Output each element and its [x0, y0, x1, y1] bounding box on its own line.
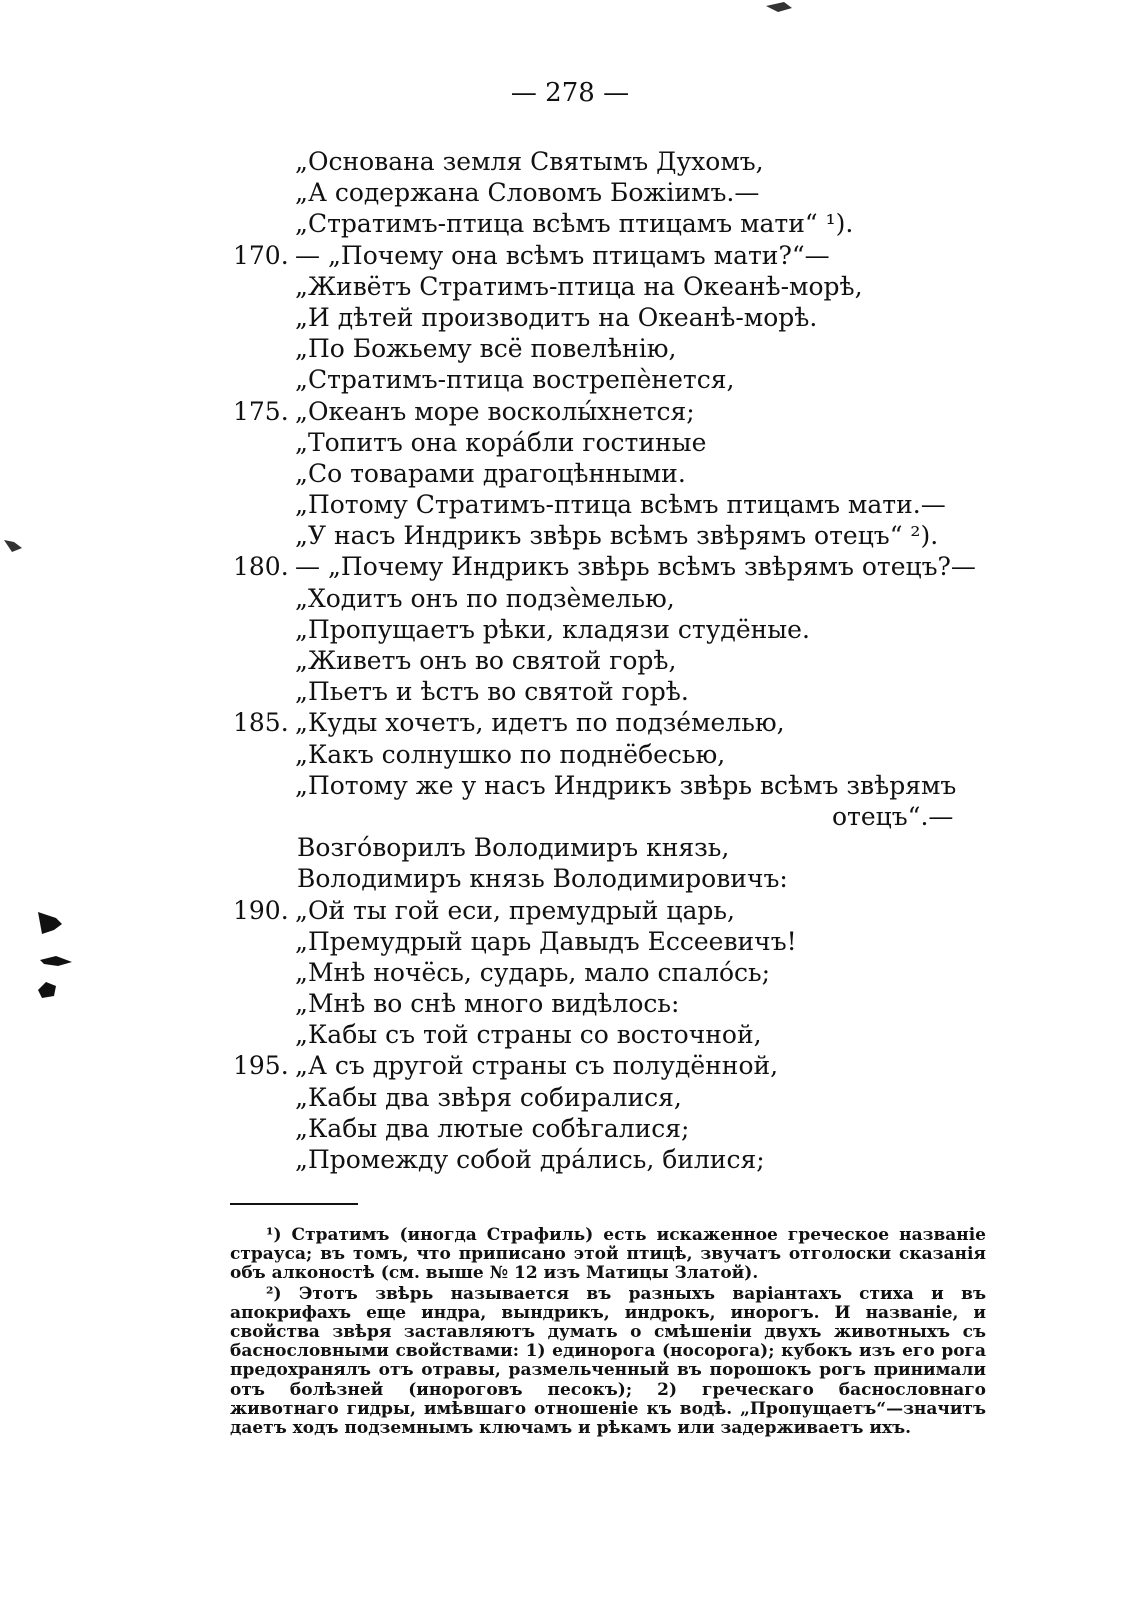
line-text: „А съ другой страны съ полудённой, [295, 1051, 779, 1081]
footnote-2: ²) Этотъ звѣрь называется въ разныхъ варіантахъ стиха и въ апокрифахъ еще индра, вындрикъ, индрокъ, инорогъ. И названіе, и свойства звѣря заставляютъ думать о смѣшеніи двухъ животныхъ съ баснословными свойствами: 1) единорога (носорога); кубокъ изъ его рога предохранялъ отъ отравы, размельченный въ порошокъ рогъ принимали отъ болѣзней (инороговъ песокъ); 2) греческаго баснословнаго животнаго гидры, имѣвшаго отношеніе къ водѣ. „Пропущаетъ“—значитъ даетъ ходъ подземнымъ ключамъ и рѣкамъ или задерживаетъ ихъ. [230, 1283, 986, 1439]
footnotes [230, 1226, 986, 1439]
poem-line [0, 489, 1140, 520]
poem-line [0, 1082, 1140, 1113]
poem-line [0, 926, 1140, 957]
poem-line [0, 427, 1140, 458]
line-text: „Со товарами драгоцѣнными. [295, 458, 686, 488]
poem-line [0, 333, 1140, 364]
line-text: „Кабы два лютые собѣгалися; [295, 1113, 690, 1143]
footnote-1: ¹) Стратимъ (иногда Страфиль) есть искаженное греческое названіе страуса; въ томъ, что приписано этой птицѣ, звучатъ отголоски сказанія объ алконостѣ (см. выше № 12 изъ Матицы Златой). [230, 1225, 986, 1284]
line-text: „Кабы съ той страны со восточной, [295, 1020, 762, 1050]
line-number: 185. [233, 708, 289, 738]
poem-line [0, 614, 1140, 645]
line-text: „Куды хочетъ, идетъ по подзе́мелью, [295, 708, 785, 738]
line-text: „Стратимъ-птица всѣмъ птицамъ мати“ ¹). [295, 209, 854, 239]
footnote-separator [230, 1203, 358, 1205]
poem-line [0, 957, 1140, 988]
poem-line [0, 177, 1140, 208]
line-text: „Ой ты гой еси, премудрый царь, [295, 895, 735, 925]
poem-line [0, 1019, 1140, 1050]
line-text: — „Почему Индрикъ звѣрь всѣмъ звѣрямъ отецъ?— [295, 552, 976, 582]
line-text: „Океанъ море восколы́хнется; [295, 396, 695, 426]
line-text: — „Почему она всѣмъ птицамъ мати?“— [295, 240, 830, 270]
line-text: Возго́ворилъ Володимиръ князь, [297, 833, 730, 863]
line-text: „По Божьему всё повелѣнію, [295, 334, 677, 364]
poem-line [0, 676, 1140, 707]
line-text: „Топитъ она кора́бли гостиные [295, 427, 707, 457]
line-text: „А содержана Словомъ Божіимъ.— [295, 178, 760, 208]
poem-text [0, 146, 1140, 1175]
line-text: „Стратимъ-птица вострепѐнется, [295, 365, 735, 395]
line-text: „Промежду собой дра́лись, билися; [295, 1145, 765, 1174]
poem-line [0, 583, 1140, 614]
poem-line [0, 520, 1140, 551]
poem-line [0, 396, 1140, 427]
poem-line [0, 240, 1140, 271]
page-number: — 278 — [510, 78, 630, 108]
poem-line [0, 458, 1140, 489]
poem-line [0, 1050, 1140, 1081]
line-number: 195. [233, 1051, 289, 1081]
line-text: „Ходитъ онъ по подзѐмелью, [295, 583, 675, 613]
line-text: „Пьетъ и ѣстъ во святой горѣ. [295, 677, 689, 707]
line-text: „Живетъ онъ во святой горѣ, [295, 646, 677, 675]
poem-line [0, 863, 1140, 894]
line-text: „Мнѣ во снѣ много видѣлось: [295, 989, 680, 1019]
line-text: „И дѣтей производитъ на Океанѣ-морѣ. [295, 302, 818, 332]
line-text: „У насъ Индрикъ звѣрь всѣмъ звѣрямъ отецъ“ ²). [295, 521, 939, 551]
poem-line [0, 364, 1140, 395]
poem-line [0, 1113, 1140, 1144]
poem-line [0, 770, 1140, 801]
poem-line [0, 739, 1140, 770]
line-text: „Мнѣ ночёсь, сударь, мало спало́сь; [295, 957, 771, 987]
line-text: „Пропущаетъ рѣки, кладязи студёные. [295, 614, 810, 644]
line-text: Володимиръ князь Володимировичъ: [297, 864, 788, 894]
line-text: отецъ“.— [832, 801, 954, 831]
poem-line [0, 146, 1140, 177]
line-text: „Живётъ Стратимъ-птица на Океанѣ-морѣ, [295, 271, 863, 301]
poem-line [0, 988, 1140, 1019]
poem-line [0, 271, 1140, 302]
line-number: 175. [233, 396, 289, 426]
poem-line [0, 801, 1140, 832]
line-number: 170. [233, 240, 289, 270]
poem-line [0, 832, 1140, 863]
line-text: „Кабы два звѣря собиралися, [295, 1082, 682, 1112]
ink-blot [766, 2, 792, 12]
line-number: 180. [233, 552, 289, 582]
poem-line [0, 1144, 1140, 1175]
poem-line [0, 707, 1140, 738]
poem-line [0, 645, 1140, 676]
poem-line [0, 208, 1140, 239]
line-text: „Основана земля Святымъ Духомъ, [295, 147, 764, 176]
line-text: „Потому же у насъ Индрикъ звѣрь всѣмъ звѣрямъ [295, 770, 957, 800]
line-text: „Премудрый царь Давыдъ Ессеевичъ! [295, 926, 797, 956]
line-number: 190. [233, 895, 289, 925]
line-text: „Какъ солнушко по поднёбесью, [295, 739, 726, 769]
line-text: „Потому Стратимъ-птица всѣмъ птицамъ мати.— [295, 490, 946, 520]
poem-line [0, 302, 1140, 333]
poem-line [0, 551, 1140, 582]
poem-line [0, 895, 1140, 926]
